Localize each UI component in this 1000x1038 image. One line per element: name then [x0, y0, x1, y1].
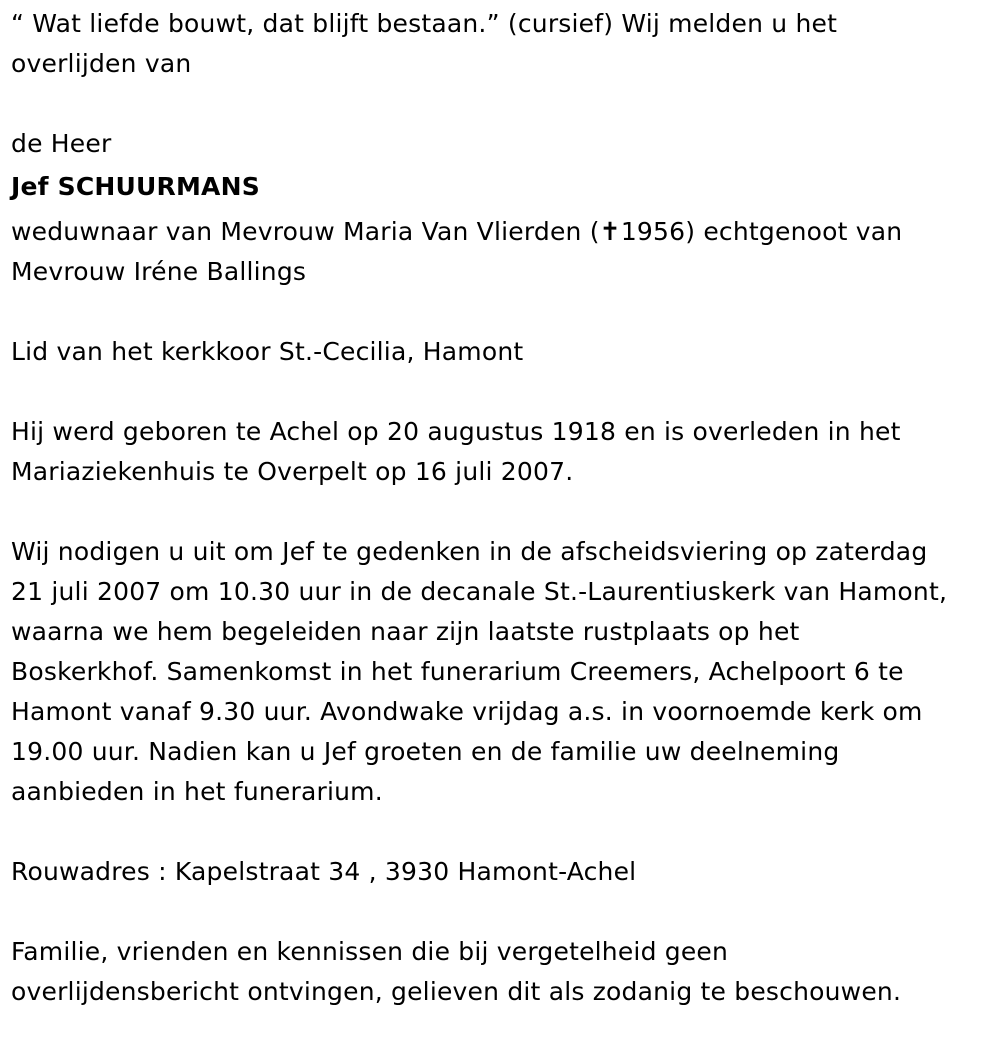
obituary-notice [11, 4, 991, 1012]
deceased-name: Jef SCHUURMANS [11, 172, 260, 201]
spacer [11, 492, 991, 532]
spacer [11, 292, 991, 332]
birth-line-2: Mariaziekenhuis te Overpelt op 16 juli 2007. [11, 457, 574, 486]
invite-line-1: Wij nodigen u uit om Jef te gedenken in de afscheidsviering op zaterdag [11, 537, 928, 566]
mourning-address: Rouwadres : Kapelstraat 34 , 3930 Hamont-Achel [11, 857, 637, 886]
relation-line-2: Mevrouw Iréne Ballings [11, 257, 307, 286]
invite-line-5: Hamont vanaf 9.30 uur. Avondwake vrijdag a.s. in voornoemde kerk om [11, 697, 923, 726]
invite-line-3: waarna we hem begeleiden naar zijn laatste rustplaats op het [11, 617, 800, 646]
quote-line: “ Wat liefde bouwt, dat blijft bestaan.” (cursief) Wij melden u het [11, 9, 838, 38]
spacer [11, 372, 991, 412]
closing-line-2: overlijdensbericht ontvingen, gelieven dit als zodanig te beschouwen. [11, 977, 902, 1006]
intro-continuation: overlijden van [11, 49, 192, 78]
spacer [11, 892, 991, 932]
membership-line: Lid van het kerkkoor St.-Cecilia, Hamont [11, 337, 524, 366]
spacer [11, 84, 991, 124]
spacer [11, 812, 991, 852]
invite-line-7: aanbieden in het funerarium. [11, 777, 383, 806]
birth-line-1: Hij werd geboren te Achel op 20 augustus 1918 en is overleden in het [11, 417, 901, 446]
closing-line-1: Familie, vrienden en kennissen die bij vergetelheid geen [11, 937, 729, 966]
invite-line-2: 21 juli 2007 om 10.30 uur in de decanale St.-Laurentiuskerk van Hamont, [11, 577, 948, 606]
relation-line-1: weduwnaar van Mevrouw Maria Van Vlierden (✝1956) echtgenoot van [11, 217, 903, 246]
invite-line-4: Boskerkhof. Samenkomst in het funerarium Creemers, Achelpoort 6 te [11, 657, 904, 686]
salutation: de Heer [11, 129, 112, 158]
invite-line-6: 19.00 uur. Nadien kan u Jef groeten en de familie uw deelneming [11, 737, 840, 766]
